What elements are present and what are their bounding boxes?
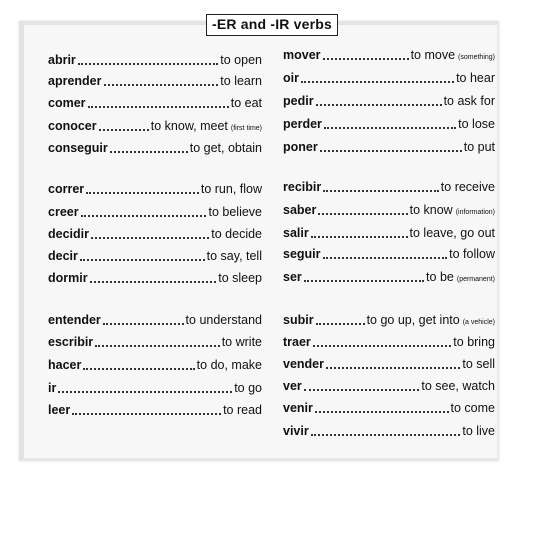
dot-leader	[81, 215, 207, 217]
verb-term: ir	[48, 381, 57, 395]
verb-meaning: to understand	[185, 313, 262, 327]
verb-meaning: to come	[450, 401, 495, 415]
verb-row	[48, 311, 262, 329]
verb-row	[283, 201, 495, 219]
verb-row	[48, 225, 262, 243]
dot-leader	[316, 323, 365, 325]
verb-term: abrir	[48, 53, 76, 67]
verb-row	[48, 401, 262, 419]
dot-leader	[301, 81, 454, 83]
verb-note: (something)	[458, 54, 495, 61]
verb-meaning: to eat	[230, 96, 262, 110]
dot-leader	[324, 127, 456, 129]
dot-leader	[320, 150, 462, 152]
dot-leader	[58, 391, 232, 393]
dot-leader	[86, 192, 199, 194]
verb-term: ser	[283, 270, 302, 284]
verb-row	[48, 139, 262, 157]
dot-leader	[326, 367, 460, 369]
dot-leader	[110, 151, 188, 153]
verb-term: subir	[283, 313, 314, 327]
verb-term: entender	[48, 313, 101, 327]
verb-term: pedir	[283, 94, 314, 108]
verb-term: comer	[48, 96, 86, 110]
verb-note: (permanent)	[456, 276, 495, 283]
verb-row	[283, 92, 495, 110]
verb-meaning: to say, tell	[206, 249, 262, 263]
verb-term: hacer	[48, 358, 82, 372]
dot-leader	[99, 129, 149, 131]
verb-row	[283, 115, 495, 133]
verb-meaning: to sell	[462, 357, 495, 371]
dot-leader	[313, 345, 452, 347]
verb-row	[48, 72, 262, 90]
dot-leader	[104, 84, 219, 86]
verb-row	[48, 356, 262, 374]
dot-leader	[90, 281, 217, 283]
verb-row	[48, 180, 262, 198]
verb-row	[283, 399, 495, 417]
verb-meaning: to go up, get into	[366, 313, 460, 327]
verb-term: vivir	[283, 424, 309, 438]
verb-term: seguir	[283, 247, 321, 261]
verb-meaning: to open	[220, 53, 262, 67]
verb-meaning: to run, flow	[200, 182, 262, 196]
dot-leader	[80, 259, 205, 261]
dot-leader	[311, 236, 408, 238]
verb-row	[283, 138, 495, 156]
verb-meaning: to receive	[440, 180, 495, 194]
dot-leader	[304, 389, 420, 391]
verb-term: vender	[283, 357, 324, 371]
dot-leader	[323, 257, 448, 259]
verb-meaning: to believe	[208, 205, 262, 219]
verb-meaning: to ask for	[443, 94, 495, 108]
verb-row	[283, 178, 495, 196]
verb-note: (information)	[455, 209, 495, 216]
dot-leader	[91, 237, 209, 239]
dot-leader	[83, 368, 194, 370]
verb-term: oir	[283, 71, 299, 85]
verb-meaning: to follow	[449, 247, 495, 261]
verb-term: traer	[283, 335, 311, 349]
verb-meaning: to bring	[453, 335, 495, 349]
verb-term: decir	[48, 249, 78, 263]
verb-meaning: to sleep	[218, 271, 262, 285]
verb-meaning: to hear	[456, 71, 495, 85]
dot-leader	[311, 434, 461, 436]
verb-meaning: to put	[463, 140, 495, 154]
verb-row	[48, 247, 262, 265]
verb-term: decidir	[48, 227, 89, 241]
verb-meaning: to leave, go out	[409, 226, 495, 240]
dot-leader	[304, 280, 424, 282]
verb-meaning: to be	[426, 270, 454, 284]
verb-meaning: to learn	[220, 74, 262, 88]
dot-leader	[316, 104, 442, 106]
verb-term: dormir	[48, 271, 88, 285]
dot-leader	[323, 58, 409, 60]
verb-term: creer	[48, 205, 79, 219]
verb-row	[48, 269, 262, 287]
verb-meaning: to know	[409, 203, 453, 217]
verb-term: escribir	[48, 335, 94, 349]
verb-meaning: to get, obtain	[189, 141, 262, 155]
verb-note: (a vehicle)	[462, 319, 495, 326]
verb-term: saber	[283, 203, 317, 217]
verb-term: venir	[283, 401, 313, 415]
verb-row	[48, 117, 262, 135]
dot-leader	[95, 345, 220, 347]
dot-leader	[318, 213, 407, 215]
verb-row	[283, 377, 495, 395]
verb-row	[283, 245, 495, 263]
verb-row	[48, 379, 262, 397]
verb-row	[283, 69, 495, 87]
verb-term: salir	[283, 226, 309, 240]
verb-note: (first time)	[230, 125, 262, 132]
dot-leader	[315, 411, 449, 413]
verb-term: leer	[48, 403, 71, 417]
verb-term: ver	[283, 379, 302, 393]
verb-term: poner	[283, 140, 318, 154]
dot-leader	[88, 106, 229, 108]
verb-term: mover	[283, 48, 321, 62]
verb-row	[283, 268, 495, 286]
verb-meaning: to see, watch	[421, 379, 495, 393]
verb-row	[283, 333, 495, 351]
verb-meaning: to move	[410, 48, 456, 62]
verb-meaning: to lose	[458, 117, 495, 131]
verb-term: aprender	[48, 74, 102, 88]
verb-meaning: to go	[234, 381, 262, 395]
dot-leader	[103, 323, 184, 325]
verb-term: recibir	[283, 180, 322, 194]
verb-row	[48, 203, 262, 221]
dot-leader	[323, 190, 439, 192]
verb-meaning: to decide	[211, 227, 262, 241]
dot-leader	[78, 63, 218, 65]
verb-row	[48, 333, 262, 351]
verb-meaning: to write	[221, 335, 262, 349]
verb-row	[48, 51, 262, 69]
verb-term: correr	[48, 182, 85, 196]
verb-term: conseguir	[48, 141, 108, 155]
verb-row	[283, 355, 495, 373]
verb-meaning: to know, meet	[150, 119, 228, 133]
verb-row	[283, 46, 495, 64]
verb-term: perder	[283, 117, 322, 131]
verb-row	[48, 94, 262, 112]
verb-meaning: to read	[223, 403, 262, 417]
verb-row	[283, 422, 495, 440]
page-title: -ER and -IR verbs	[206, 14, 338, 36]
verb-meaning: to do, make	[196, 358, 262, 372]
verb-row	[283, 311, 495, 329]
verb-meaning: to live	[462, 424, 495, 438]
verb-term: conocer	[48, 119, 97, 133]
dot-leader	[72, 413, 221, 415]
verb-row	[283, 224, 495, 242]
